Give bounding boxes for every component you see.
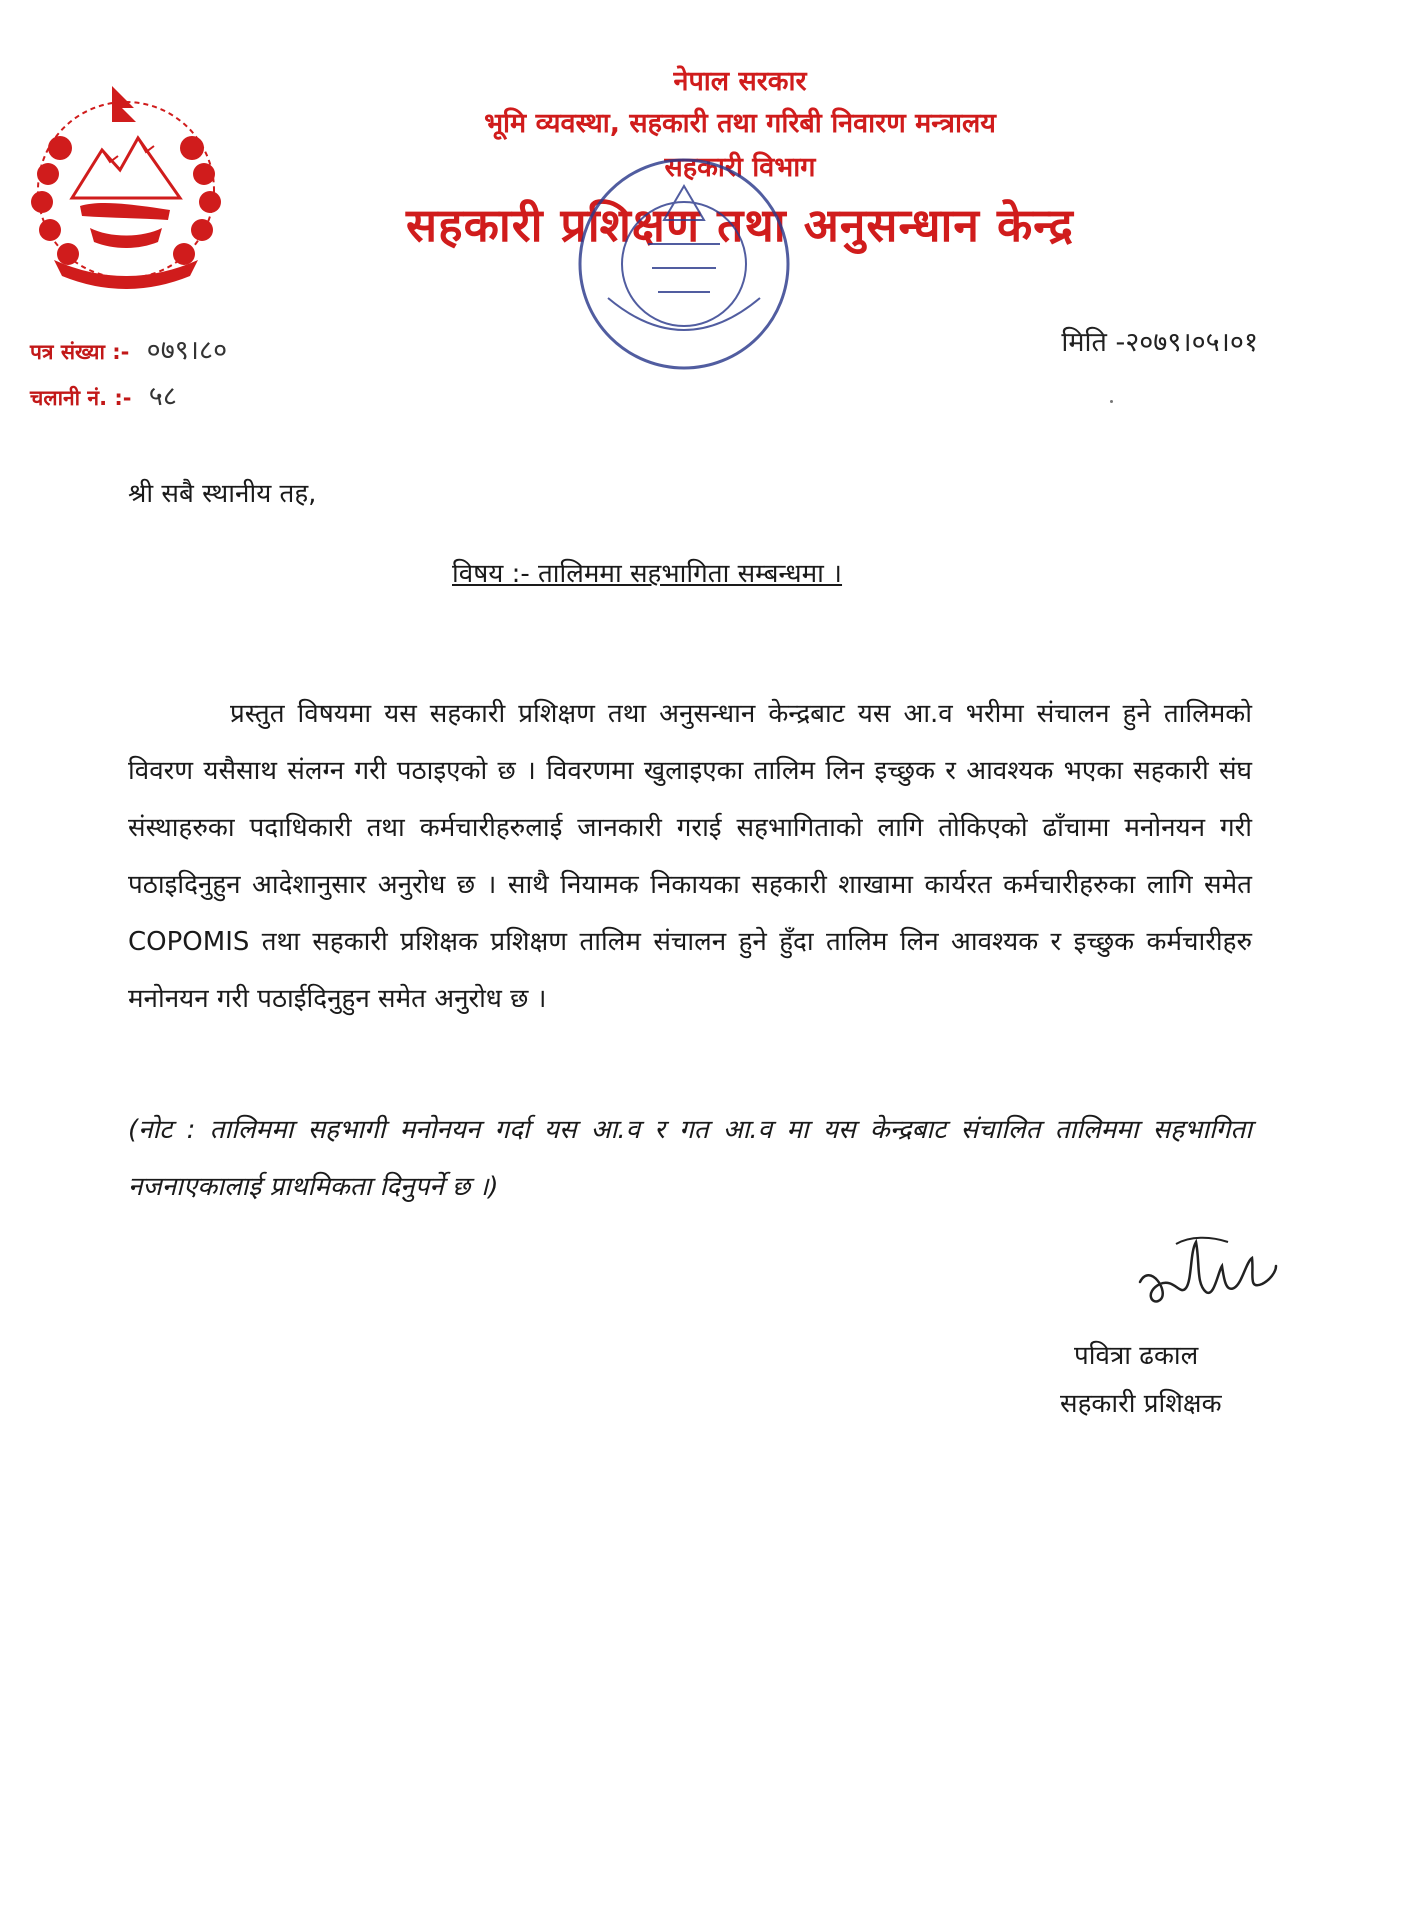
letter-note: (नोट : तालिममा सहभागी मनोनयन गर्दा यस आ.व र गत आ.व मा यस केन्द्रबाट संचालित तालिममा सहभागिता नजनाएकालाई प्राथमिकता दिनुपर्ने छ ।) bbox=[128, 1115, 1252, 1202]
office-seal-stamp-icon bbox=[568, 148, 800, 380]
letter-number bbox=[30, 330, 227, 367]
letter-body: प्रस्तुत विषयमा यस सहकारी प्रशिक्षण तथा अनुसन्धान केन्द्रबाट यस आ.व भरीमा संचालन हुने तालिमको विवरण यसैसाथ संलग्न गरी पठाइएको छ । विवरणमा खुलाइएका तालिम लिन इच्छुक र आवश्यक भएका सहकारी संघ संस्थाहरुका पदाधिकारी तथा कर्मचारीहरुलाई जानकारी गराई सहभागिताको लागि तोकिएको ढाँचामा मनोनयन गरी पठाइदिनुहुन आदेशानुसार अनुरोध छ । साथै नियामक निकायका सहकारी शाखामा कार्यरत कर्मचारीहरुका लागि समेत COPOMIS तथा सहकारी प्रशिक्षक प्रशिक्षण तालिम संचालन हुने हुँदा तालिम लिन आवश्यक र इच्छुक कर्मचारीहरु मनोनयन गरी पठाईदिनुहुन समेत अनुरोध छ । bbox=[128, 699, 1252, 1014]
dispatch-number bbox=[30, 376, 177, 413]
subject-line: विषय :- तालिममा सहभागिता सम्बन्धमा । bbox=[452, 559, 843, 589]
dispatch-number-label: चलानी नं. :- bbox=[30, 386, 132, 410]
addressee: श्री सबै स्थानीय तह, bbox=[128, 479, 317, 509]
dispatch-number-value: ५८ bbox=[148, 381, 177, 412]
handwritten-signature-icon bbox=[1130, 1222, 1280, 1312]
signer-title: सहकारी प्रशिक्षक bbox=[1060, 1389, 1222, 1419]
signer-name: पवित्रा ढकाल bbox=[1074, 1341, 1199, 1371]
letter-number-label: पत्र संख्या :- bbox=[30, 340, 130, 364]
ministry-name: भूमि व्यवस्था, सहकारी तथा गरिबी निवारण मन्त्रालय bbox=[484, 108, 996, 139]
nepal-emblem-icon bbox=[20, 78, 232, 290]
letter-number-value: ०७९।८० bbox=[146, 335, 228, 366]
letter-date: मिति -२०७९।०५।०१ bbox=[1061, 327, 1258, 358]
office-name: सहकारी प्रशिक्षण तथा अनुसन्धान केन्द्र bbox=[406, 198, 1074, 252]
government-name: नेपाल सरकार bbox=[673, 66, 807, 97]
stray-mark bbox=[1110, 400, 1113, 403]
department-name: सहकारी विभाग bbox=[664, 152, 816, 183]
